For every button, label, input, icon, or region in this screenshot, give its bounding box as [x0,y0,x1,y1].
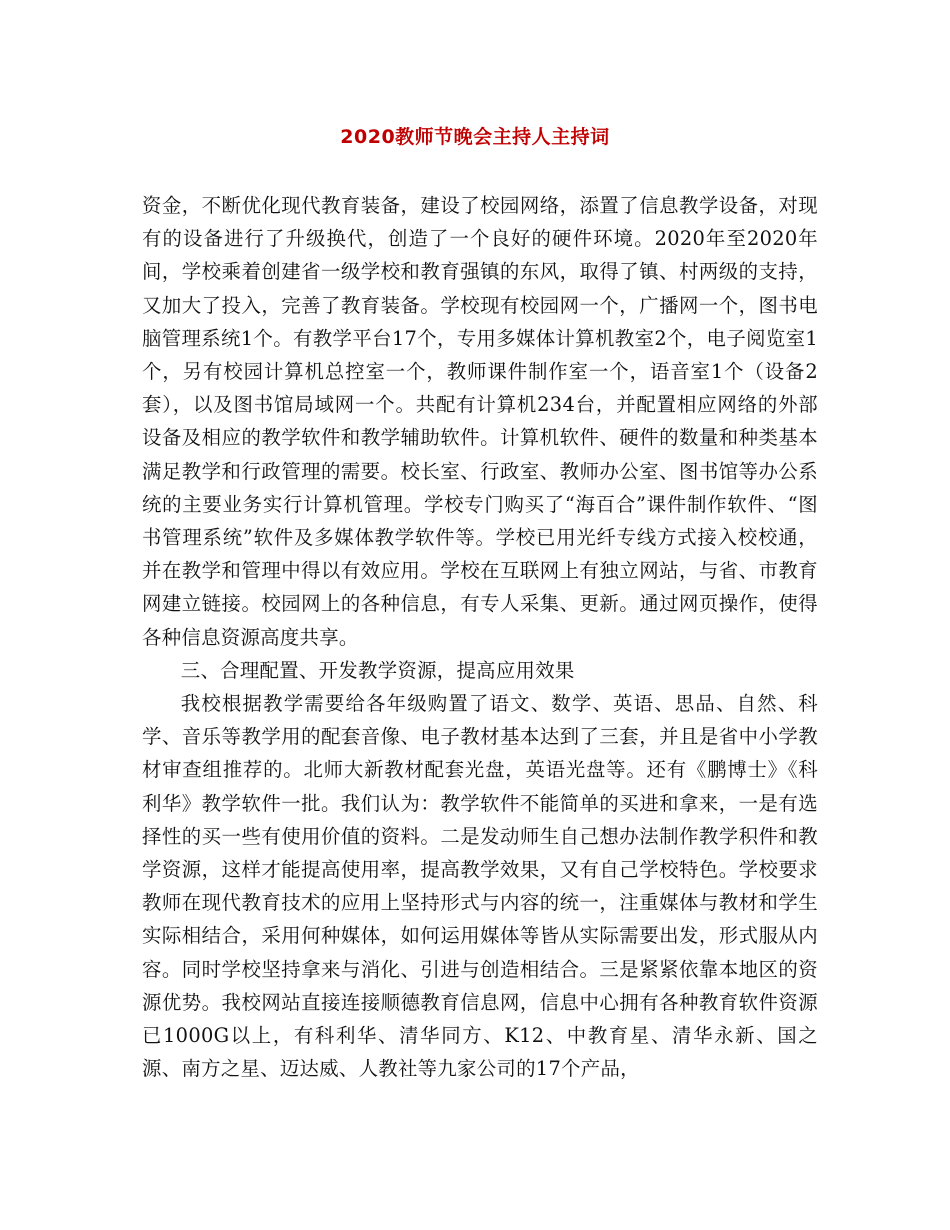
paragraph-continuation: 资金，不断优化现代教育装备，建设了校园网络，添置了信息教学设备，对现有的设备进行了升级换代，创造了一个良好的硬件环境。2020年至2020年间，学校乘着创建省一级学校和教育强镇的东风，取得了镇、村两级的支持，又加大了投入，完善了教育装备。学校现有校园网一个，广播网一个，图书电脑管理系统1个。有教学平台17个，专用多媒体计算机教室2个，电子阅览室1个，另有校园计算机总控室一个，教师课件制作室一个，语音室1个（设备2套），以及图书馆局域网一个。共配有计算机234台，并配置相应网络的外部设备及相应的教学软件和教学辅助软件。计算机软件、硬件的数量和种类基本满足教学和行政管理的需要。校长室、行政室、教师办公室、图书馆等办公系统的主要业务实行计算机管理。学校专门购买了“海百合”课件制作软件、“图书管理系统”软件及多媒体教学软件等。学校已用光纤专线方式接入校校通，并在教学和管理中得以有效应用。学校在互联网上有独立网站，与省、市教育网建立链接。校园网上的各种信息，有专人采集、更新。通过网页操作，使得各种信息资源高度共享。 [142,194,818,649]
section-heading: 三、合理配置、开发教学资源，提高应用效果 [180,658,575,682]
document-body [142,189,818,1085]
document-title: 2020教师节晚会主持人主持词 [340,126,610,148]
paragraph-resources: 我校根据教学需要给各年级购置了语文、数学、英语、思品、自然、科学、音乐等教学用的配套音像、电子教材基本达到了三套，并且是省中小学教材审查组推荐的。北师大新教材配套光盘，英语光盘等。还有《鹏博士》《科利华》教学软件一批。我们认为：教学软件不能简单的买进和拿来，一是有选择性的买一些有使用价值的资料。二是发动师生自己想办法制作教学积件和教学资源，这样才能提高使用率，提高教学效果，又有自己学校特色。学校要求教师在现代教育技术的应用上坚持形式与内容的统一，注重媒体与教材和学生实际相结合，采用何种媒体，如何运用媒体等皆从实际需要出发，形式服从内容。同时学校坚持拿来与消化、引进与创造相结合。三是紧紧依靠本地区的资源优势。我校网站直接连接顺德教育信息网，信息中心拥有各种教育软件资源已1000G以上，有科利华、清华同方、K12、中教育星、清华永新、国之源、南方之星、迈达威、人教社等九家公司的17个产品， [142,692,818,1081]
